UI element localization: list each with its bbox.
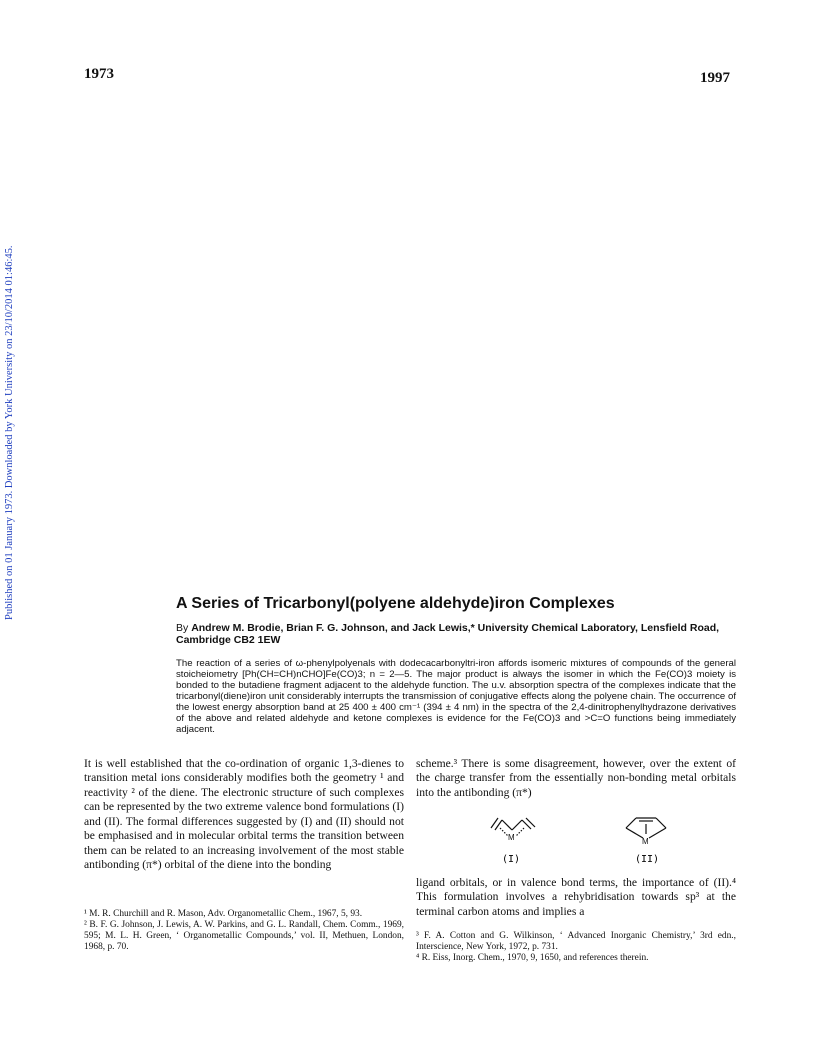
author-names: Andrew M. Brodie, Brian F. G. Johnson, and Jack Lewis,* [191,622,475,634]
body-right-column-bottom [416,876,736,919]
footnote-1: ¹ M. R. Churchill and R. Mason, Adv. Organometallic Chem., 1967, 5, 93. [84,909,363,919]
structure-scheme [416,808,736,870]
running-header-year: 1973 [84,66,114,82]
metal-label-I: M [508,833,515,842]
footnote-2: ² B. F. G. Johnson, J. Lewis, A. W. Parkins, and G. L. Randall, Chem. Comm., 1969, 595; M. L. H. Green, ‘ Organometallic Compounds,’ vol. II, Methuen, London, 1968, p. 70. [84,920,404,952]
body-left-text: It is well established that the co-ordination of organic 1,3-dienes to transition metal ions considerably modifies both the geometry ¹ and reactivity ² of the diene. The electronic structure of such complexes can be represented by the two extreme valence bond formulations (I) and (II). The formal differences suggested by (I) and (II) should not be emphasised and in molecular orbital terms the transition between them can be related to an increasing involvement of the most stable antibonding (π*) orbital of the diene into the bonding [84,757,404,872]
article-title: A Series of Tricarbonyl(polyene aldehyde)iron Complexes [176,595,615,612]
body-right-column-top [416,757,736,800]
by-label: By [176,622,189,634]
structure-II [626,818,666,838]
metal-label-II: M [642,837,649,846]
body-right-text-top: scheme.³ There is some disagreement, however, over the extent of the charge transfer from the essentially non-bonding metal orbitals into the antibonding (π*) [416,757,736,799]
footnote-3: ³ F. A. Cotton and G. Wilkinson, ‘ Advanced Inorganic Chemistry,’ 3rd edn., Interscience, New York, 1972, p. 731. [416,931,736,952]
footnotes-left [84,909,404,953]
page-number: 1997 [700,70,730,86]
download-notice[interactable]: Published on 01 January 1973. Downloaded by York University on 23/10/2014 01:46:45. [4,245,15,620]
scheme-drawing [416,808,736,870]
footnotes-right [416,931,736,964]
footnote-4: ⁴ R. Eiss, Inorg. Chem., 1970, 9, 1650, and references therein. [416,953,649,963]
body-left-column [84,757,404,873]
body-right-text-bottom: ligand orbitals, or in valence bond terms, the importance of (II).⁴ This formulation involves a rehybridisation towards sp³ at the terminal carbon atoms and implies a [416,876,736,918]
affiliation: University Chemical Laboratory, Lensfield Road, Cambridge CB2 1EW [176,622,720,646]
structure-label-II: (II) [635,854,660,865]
structure-label-I: (I) [502,854,521,865]
abstract: The reaction of a series of ω-phenylpolyenals with dodecacarbonyltri-iron affords isomeric mixtures of compounds of the general stoicheiometry [Ph(CH=CH)nCHO]Fe(CO)3; n = 2—5. The major product is always the isomer in which the Fe(CO)3 moiety is bonded to the butadiene fragment adjacent to the aldehyde function. The u.v. absorption spectra of the complexes indicate that the tricarbonyl(diene)iron unit considerably interrupts the transmission of conjugative effects along the polyene chain. The occurrence of the lowest energy absorption band at 25 400 ± 400 cm⁻¹ (394 ± 4 nm) in the spectra of the 2,4-dinitrophenylhydrazone derivatives of the above and related aldehyde and ketone complexes is evidence for the Fe(CO)3 and >C=O functions being immediately adjacent. [176,658,736,735]
author-block [176,622,736,646]
